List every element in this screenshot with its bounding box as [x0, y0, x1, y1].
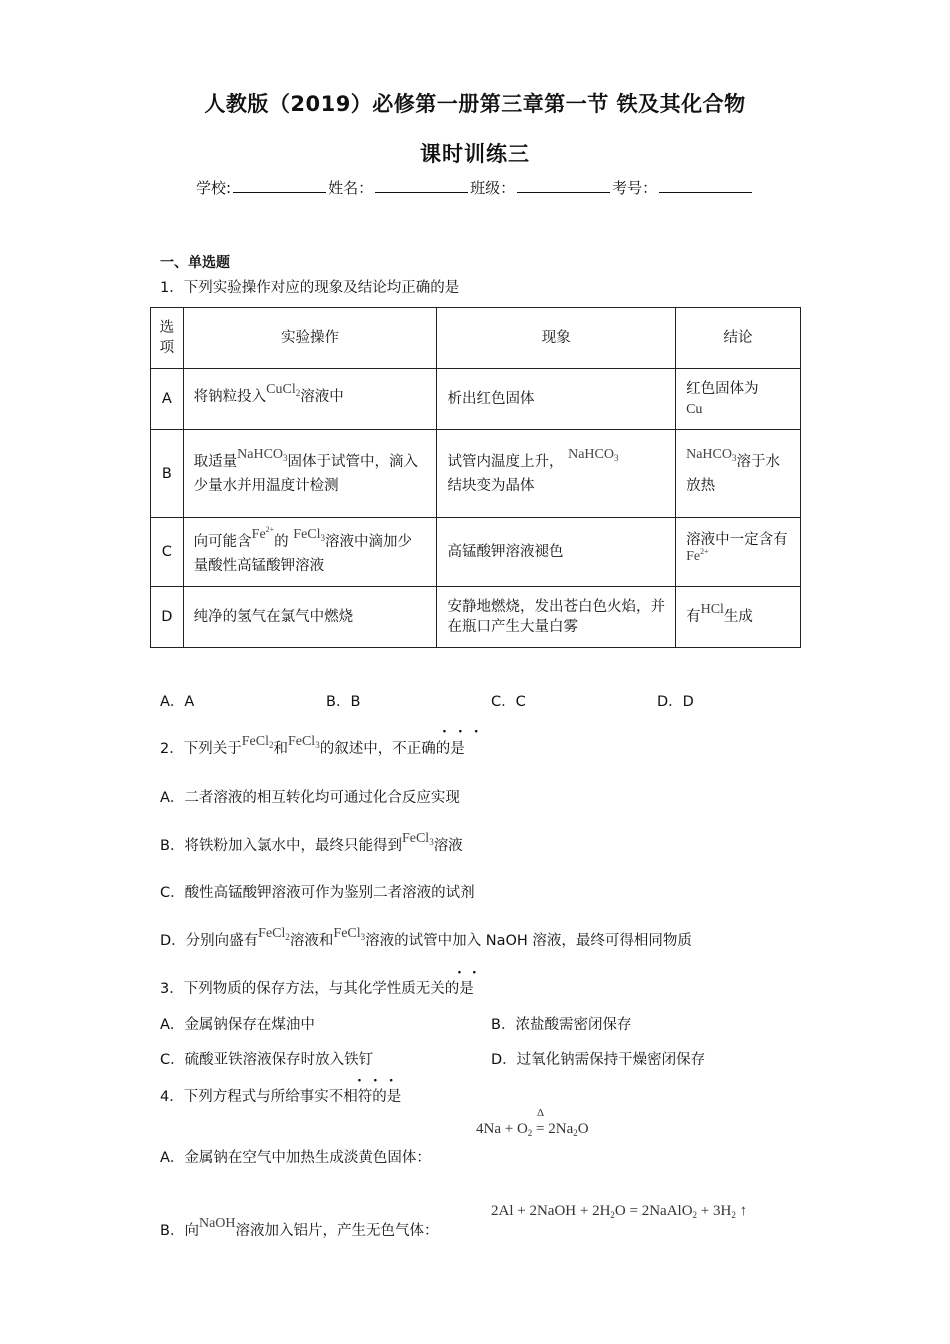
header-phenomenon: 现象 — [437, 308, 676, 369]
q4-option-a-equation: $4Na + O_2$ = Δ $2Na_2O$ — [476, 1107, 589, 1138]
operation-cell: 纯净的氢气在氯气中燃烧 — [183, 587, 437, 648]
document-title: 人教版（2019）必修第一册第三章第一节 铁及其化合物 — [204, 92, 746, 116]
option-cell: C — [151, 518, 184, 587]
exam-number-blank — [659, 180, 752, 193]
q3-stem: 3．下列物质的保存方法，与其化学性质无关的是 — [160, 981, 474, 997]
header-conclusion: 结论 — [676, 308, 801, 369]
phenomenon-cell: 试管内温度上升， NaHCO$_3$ 结块变为晶体 — [437, 430, 676, 518]
q1-choice-a[interactable]: A．A — [160, 694, 195, 710]
option-cell: A — [151, 369, 184, 430]
document-subtitle: 课时训练三 — [420, 142, 530, 166]
emphasis-not-matching: 不相符 — [328, 1089, 373, 1105]
operation-cell: 向可能含$Fe^{2+}$的 FeCl$_3$溶液中滴加少量酸性高锰酸钾溶液 — [183, 518, 437, 587]
option-cell: B — [151, 430, 184, 518]
q1-stem: 1．下列实验操作对应的现象及结论均正确的是 — [160, 280, 460, 296]
emphasis-unrelated: 无关 — [415, 981, 445, 997]
school-label: 学校: — [196, 179, 232, 197]
class-label: 班级： — [470, 179, 516, 197]
emphasis-dots: ··· — [357, 1073, 405, 1089]
conclusion-cell: 红色固体为 Cu — [676, 369, 801, 430]
q4-stem: 4．下列方程式与所给事实不相符的是 — [160, 1089, 402, 1105]
q1-choice-d[interactable]: D．D — [657, 694, 694, 710]
table-row — [151, 587, 801, 648]
header-operation: 实验操作 — [183, 308, 437, 369]
student-info-line — [196, 177, 754, 198]
table-header-row — [151, 308, 801, 369]
table-row — [151, 518, 801, 587]
class-blank — [517, 180, 610, 193]
conclusion-cell: NaHCO$_3$溶于水放热 — [676, 430, 801, 518]
experiment-table — [150, 307, 801, 648]
q3-option-c[interactable]: C．硫酸亚铁溶液保存时放入铁钉 — [160, 1052, 374, 1068]
emphasis-dots: ··· — [442, 724, 490, 740]
q4-option-a[interactable]: A．金属钠在空气中加热生成淡黄色固体： — [160, 1150, 431, 1166]
emphasis-dots: ·· — [457, 965, 487, 981]
emphasis-not-correct: 不正确 — [392, 741, 436, 757]
exam-number-label: 考号： — [612, 179, 658, 197]
q2-option-a[interactable]: A．二者溶液的相互转化均可通过化合反应实现 — [160, 790, 460, 806]
q3-option-a[interactable]: A．金属钠保存在煤油中 — [160, 1017, 315, 1033]
school-blank — [233, 180, 326, 193]
phenomenon-cell: 高锰酸钾溶液褪色 — [437, 518, 676, 587]
q1-choice-c[interactable]: C．C — [491, 694, 526, 710]
q4-option-b-equation: 2Al + 2NaOH + $2H_2O$ = 2NaAlO$_2$ + $3H_2$ ↑ — [491, 1203, 748, 1220]
name-label: 姓名： — [328, 179, 374, 197]
name-blank — [375, 180, 468, 193]
operation-cell: 将钠粒投入CuCl$_2$溶液中 — [183, 369, 437, 430]
q3-option-d[interactable]: D．过氧化钠需保持干燥密闭保存 — [491, 1052, 706, 1068]
q4-option-b[interactable]: B．向NaOH溶液加入铝片，产生无色气体： — [160, 1216, 439, 1239]
q2-option-b[interactable]: B．将铁粉加入氯水中，最终只能得到FeCl$_3$溶液 — [160, 831, 463, 854]
q2-option-d[interactable]: D．分别向盛有FeCl$_2$溶液和FeCl$_3$溶液的试管中加入 NaOH 溶液，最终可得相同物质 — [160, 926, 692, 949]
header-option: 选项 — [151, 308, 184, 369]
conclusion-cell: 溶液中一定含有$Fe^{2+}$ — [676, 518, 801, 587]
phenomenon-cell: 析出红色固体 — [437, 369, 676, 430]
phenomenon-cell: 安静地燃烧，发出苍白色火焰，并在瓶口产生大量白雾 — [437, 587, 676, 648]
table-row — [151, 369, 801, 430]
operation-cell: 取适量NaHCO$_3$固体于试管中，滴入少量水并用温度计检测 — [183, 430, 437, 518]
q3-option-b[interactable]: B．浓盐酸需密闭保存 — [491, 1017, 632, 1033]
q2-stem: 2．下列关于FeCl$_2$和FeCl$_3$的叙述中，不正确的是 — [160, 734, 465, 757]
table-row — [151, 430, 801, 518]
q1-choice-b[interactable]: B．B — [326, 694, 361, 710]
section-heading: 一、单选题 — [160, 255, 230, 271]
option-cell: D — [151, 587, 184, 648]
q2-option-c[interactable]: C．酸性高锰酸钾溶液可作为鉴别二者溶液的试剂 — [160, 885, 475, 901]
conclusion-cell: 有HCl生成 — [676, 587, 801, 648]
